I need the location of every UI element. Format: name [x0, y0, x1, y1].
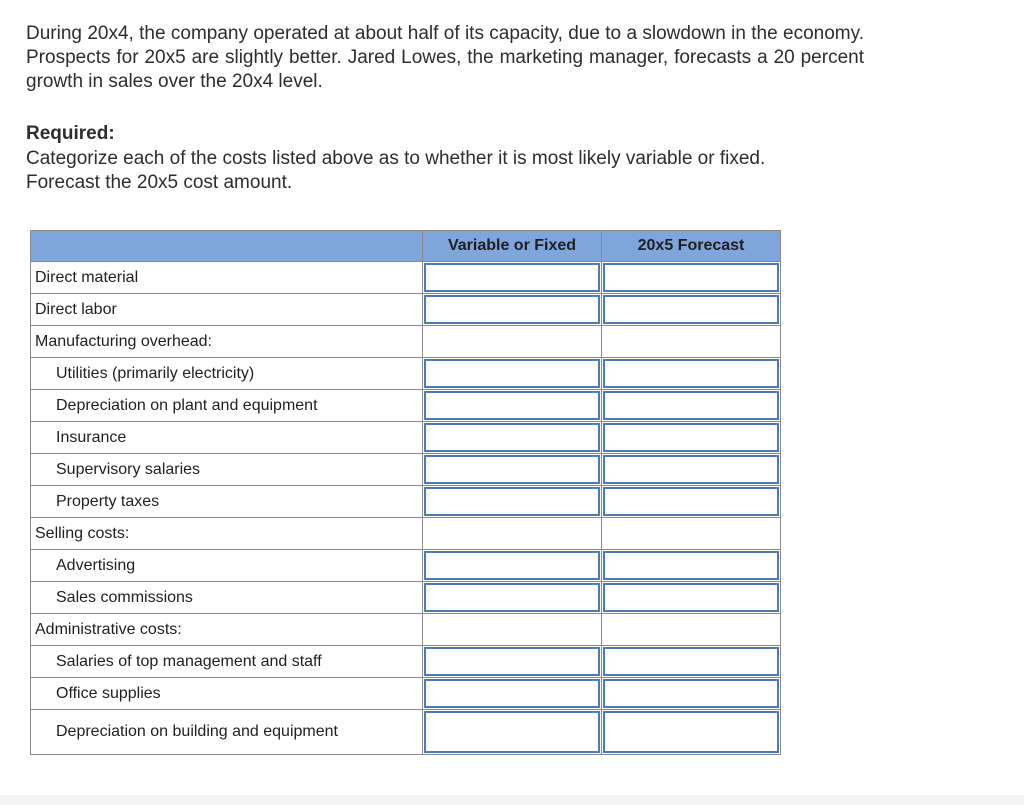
variable-or-fixed-dropdown[interactable] [424, 487, 600, 516]
table-section-row [31, 518, 781, 550]
forecast-input[interactable] [603, 679, 779, 708]
cost-item-label: Utilities (primarily electricity) [31, 358, 423, 390]
empty-cell [423, 518, 602, 550]
variable-or-fixed-cell [423, 454, 602, 486]
forecast-cell [602, 422, 781, 454]
variable-or-fixed-cell [423, 358, 602, 390]
cost-item-label: Property taxes [31, 486, 423, 518]
cost-forecast-table [30, 230, 781, 755]
variable-or-fixed-dropdown[interactable] [424, 455, 600, 484]
variable-or-fixed-cell [423, 486, 602, 518]
forecast-cell [602, 358, 781, 390]
forecast-cell [602, 486, 781, 518]
forecast-input[interactable] [603, 295, 779, 324]
cost-category-label: Administrative costs: [31, 614, 423, 646]
empty-cell [423, 326, 602, 358]
forecast-cell [602, 582, 781, 614]
table-row [31, 710, 781, 755]
variable-or-fixed-dropdown[interactable] [424, 679, 600, 708]
table-row [31, 294, 781, 326]
table-section-row [31, 614, 781, 646]
forecast-input[interactable] [603, 423, 779, 452]
variable-or-fixed-cell [423, 422, 602, 454]
cost-item-label: Office supplies [31, 678, 423, 710]
table-row [31, 262, 781, 294]
table-header-row [31, 231, 781, 262]
forecast-cell [602, 454, 781, 486]
cost-item-label: Depreciation on building and equipment [31, 710, 423, 755]
page-bottom-band [0, 795, 1024, 805]
empty-cell [602, 326, 781, 358]
table-body [31, 262, 781, 755]
cost-item-label: Salaries of top management and staff [31, 646, 423, 678]
variable-or-fixed-dropdown[interactable] [424, 391, 600, 420]
variable-or-fixed-cell [423, 262, 602, 294]
forecast-input[interactable] [603, 647, 779, 676]
variable-or-fixed-cell [423, 390, 602, 422]
empty-cell [602, 614, 781, 646]
header-blank-cell [31, 231, 423, 262]
forecast-cell [602, 646, 781, 678]
problem-intro: During 20x4, the company operated at about half of its capacity, due to a slowdown in the economy. Prospects for 20x5 are slightly better. Jared Lowes, the marketing manager, forecasts a 20 percent growth in sales over the 20x4 level. [26, 23, 864, 92]
forecast-input[interactable] [603, 487, 779, 516]
variable-or-fixed-cell [423, 582, 602, 614]
variable-or-fixed-cell [423, 646, 602, 678]
header-20x5-forecast: 20x5 Forecast [602, 231, 781, 262]
variable-or-fixed-cell [423, 294, 602, 326]
cost-category-label: Selling costs: [31, 518, 423, 550]
forecast-cell [602, 550, 781, 582]
forecast-cell [602, 294, 781, 326]
variable-or-fixed-dropdown[interactable] [424, 647, 600, 676]
required-line-forecast: Forecast the 20x5 cost amount. [26, 172, 293, 193]
cost-item-label: Supervisory salaries [31, 454, 423, 486]
cost-category-label: Manufacturing overhead: [31, 326, 423, 358]
cost-item-label: Depreciation on plant and equipment [31, 390, 423, 422]
forecast-input[interactable] [603, 359, 779, 388]
forecast-input[interactable] [603, 583, 779, 612]
variable-or-fixed-dropdown[interactable] [424, 295, 600, 324]
variable-or-fixed-dropdown[interactable] [424, 263, 600, 292]
cost-item-label: Direct material [31, 262, 423, 294]
forecast-cell [602, 390, 781, 422]
forecast-input[interactable] [603, 263, 779, 292]
variable-or-fixed-cell [423, 710, 602, 755]
forecast-input[interactable] [603, 711, 779, 753]
table-row [31, 358, 781, 390]
forecast-input[interactable] [603, 391, 779, 420]
forecast-cell [602, 710, 781, 755]
table-row [31, 646, 781, 678]
header-variable-or-fixed: Variable or Fixed [423, 231, 602, 262]
variable-or-fixed-dropdown[interactable] [424, 423, 600, 452]
table-row [31, 550, 781, 582]
empty-cell [602, 518, 781, 550]
table-row [31, 422, 781, 454]
cost-item-label: Insurance [31, 422, 423, 454]
variable-or-fixed-cell [423, 550, 602, 582]
table-section-row [31, 326, 781, 358]
variable-or-fixed-dropdown[interactable] [424, 359, 600, 388]
forecast-input[interactable] [603, 455, 779, 484]
variable-or-fixed-dropdown[interactable] [424, 711, 600, 753]
cost-item-label: Advertising [31, 550, 423, 582]
variable-or-fixed-dropdown[interactable] [424, 551, 600, 580]
forecast-input[interactable] [603, 551, 779, 580]
variable-or-fixed-dropdown[interactable] [424, 583, 600, 612]
table-row [31, 390, 781, 422]
required-line-categorize: Categorize each of the costs listed above as to whether it is most likely variable or fixed. [26, 148, 766, 169]
table-row [31, 582, 781, 614]
cost-item-label: Direct labor [31, 294, 423, 326]
table-row [31, 678, 781, 710]
variable-or-fixed-cell [423, 678, 602, 710]
empty-cell [423, 614, 602, 646]
cost-item-label: Sales commissions [31, 582, 423, 614]
forecast-cell [602, 678, 781, 710]
required-heading: Required: [26, 123, 115, 144]
table-row [31, 486, 781, 518]
required-instructions [26, 147, 876, 195]
forecast-cell [602, 262, 781, 294]
table-row [31, 454, 781, 486]
